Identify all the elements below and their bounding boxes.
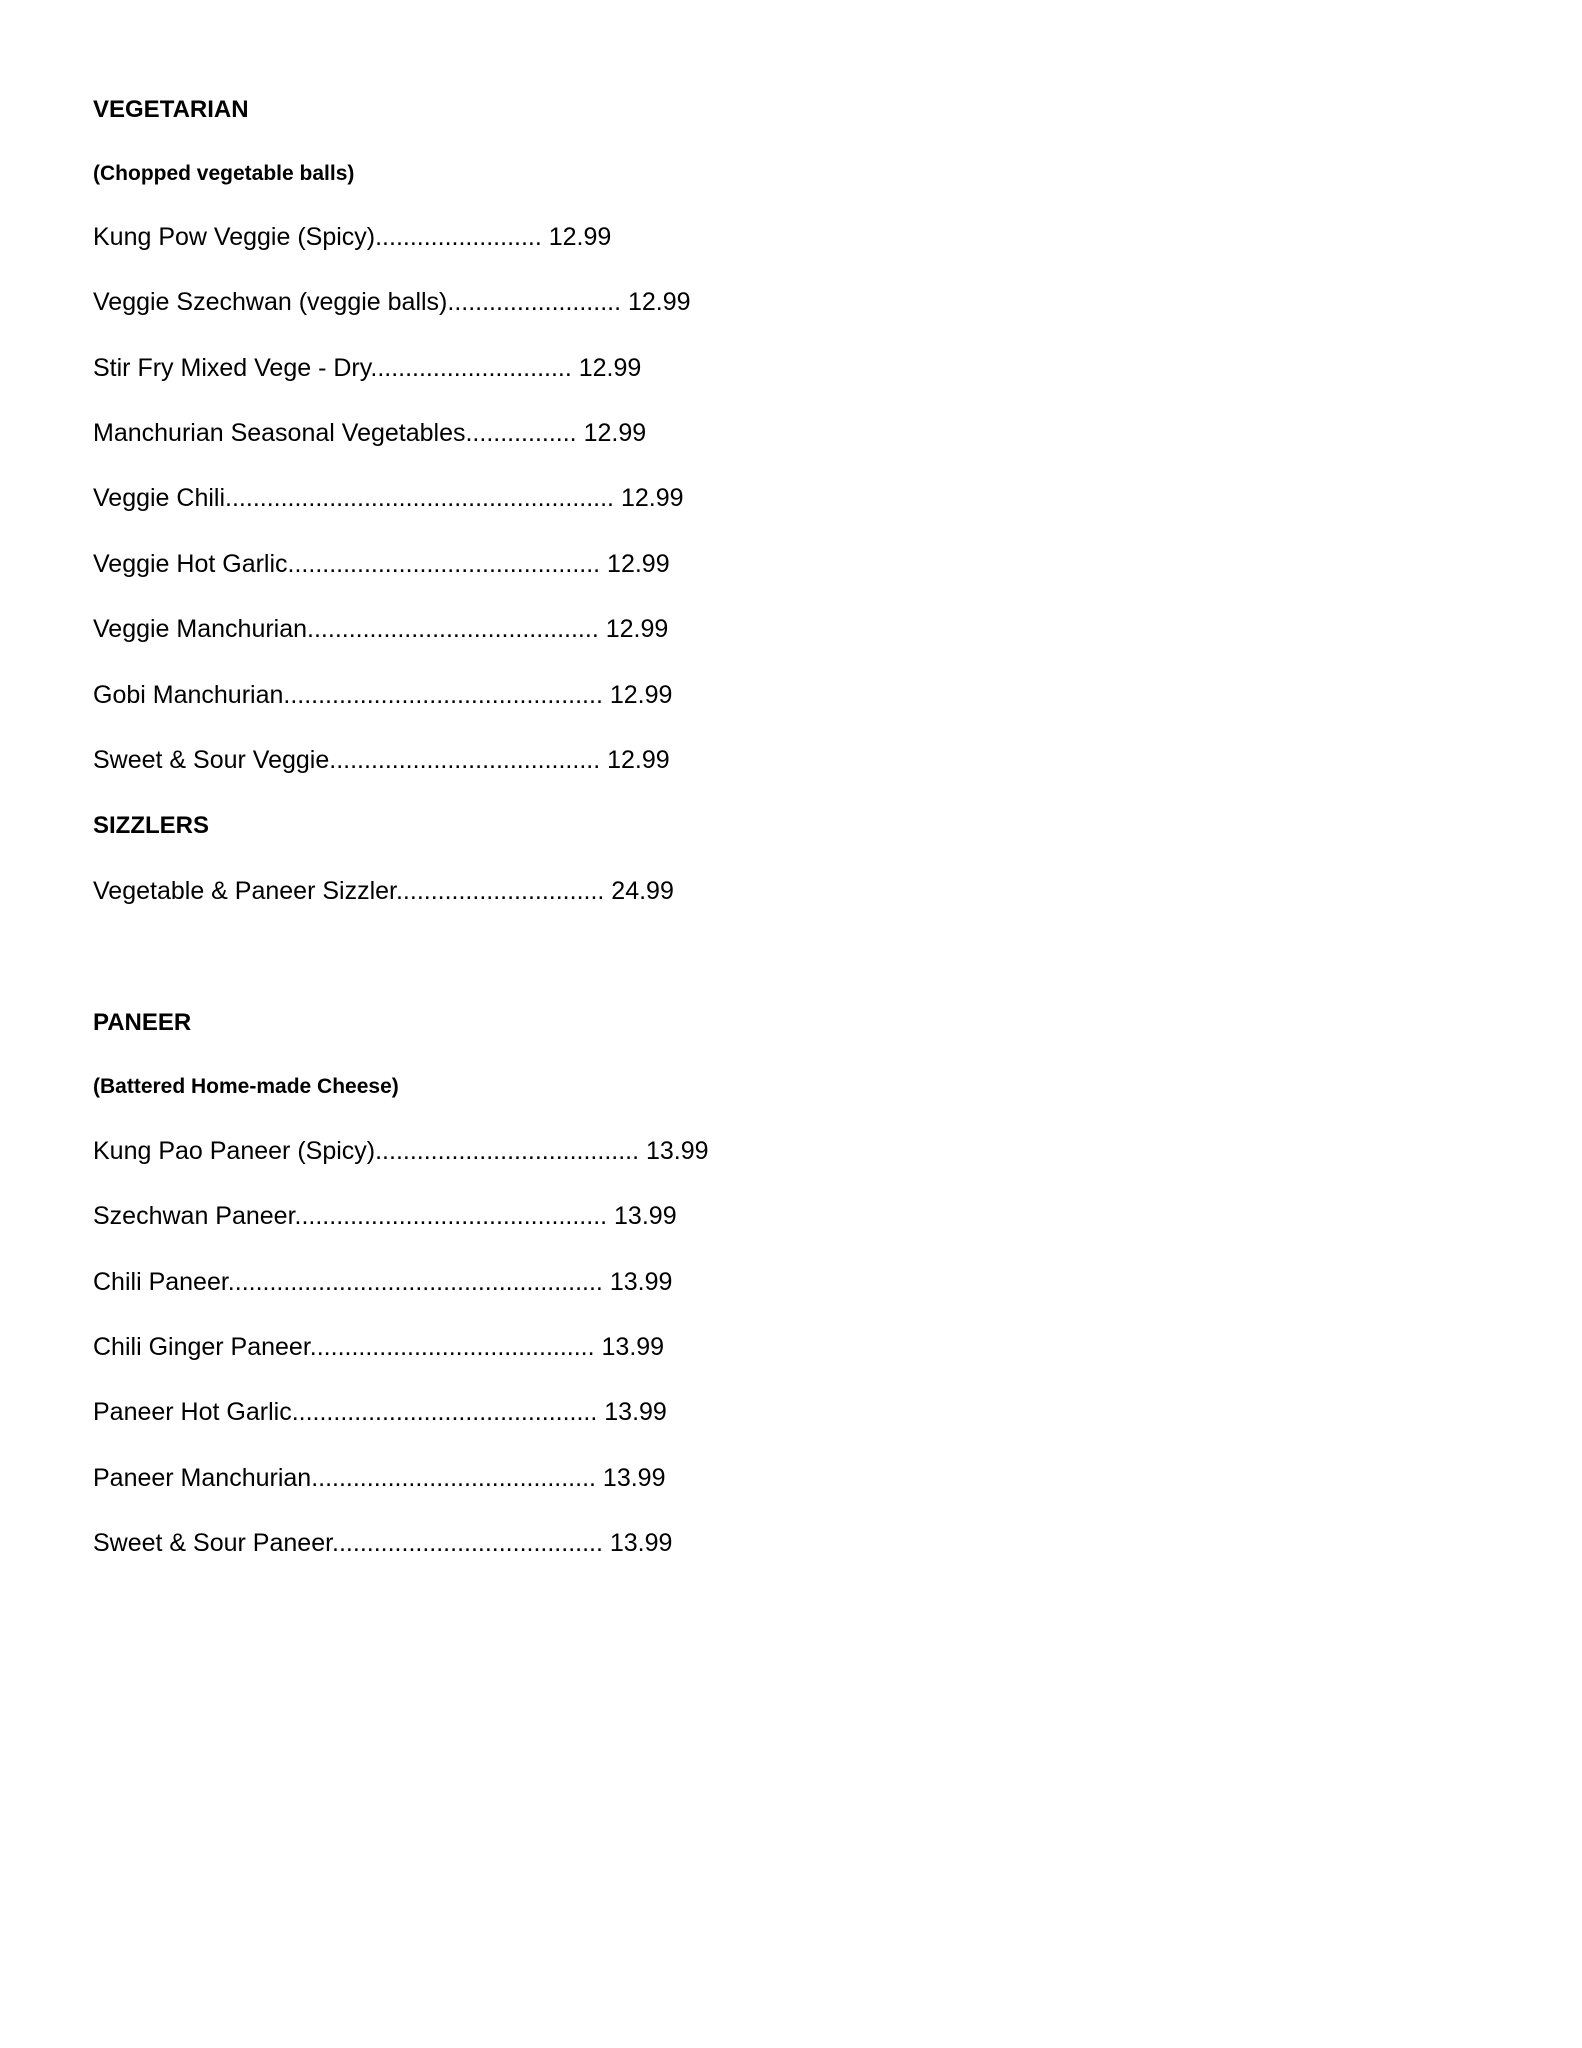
section-heading-paneer: PANEER [93,1009,192,1036]
menu-item: Chili Ginger Paneer......................................... 13.99 [93,1333,665,1361]
menu-item: Veggie Hot Garlic............................................. 12.99 [93,550,670,578]
menu-item: Chili Paneer...................................................... 13.99 [93,1268,673,1296]
menu-item: Szechwan Paneer............................................. 13.99 [93,1202,677,1230]
menu-item: Veggie Chili........................................................ 12.99 [93,484,684,512]
section-heading-vegetarian: VEGETARIAN [93,96,249,123]
menu-item: Veggie Manchurian.......................................... 12.99 [93,615,669,643]
menu-item: Kung Pow Veggie (Spicy)........................ 12.99 [93,223,612,251]
menu-item: Vegetable & Paneer Sizzler.............................. 24.99 [93,877,674,905]
section-subheading-vegetarian: (Chopped vegetable balls) [93,162,355,185]
menu-item: Sweet & Sour Paneer....................................... 13.99 [93,1529,673,1557]
menu-item: Stir Fry Mixed Vege - Dry............................. 12.99 [93,354,642,382]
menu-item: Veggie Szechwan (veggie balls)......................... 12.99 [93,288,691,316]
menu-item: Paneer Manchurian......................................... 13.99 [93,1464,666,1492]
menu-item: Gobi Manchurian.............................................. 12.99 [93,681,673,709]
section-subheading-paneer: (Battered Home-made Cheese) [93,1075,399,1098]
menu-item: Manchurian Seasonal Vegetables................ 12.99 [93,419,647,447]
menu-item: Paneer Hot Garlic............................................ 13.99 [93,1398,667,1426]
menu-item: Sweet & Sour Veggie....................................... 12.99 [93,746,670,774]
section-heading-sizzlers: SIZZLERS [93,812,210,839]
menu-item: Kung Pao Paneer (Spicy)...................................... 13.99 [93,1137,709,1165]
